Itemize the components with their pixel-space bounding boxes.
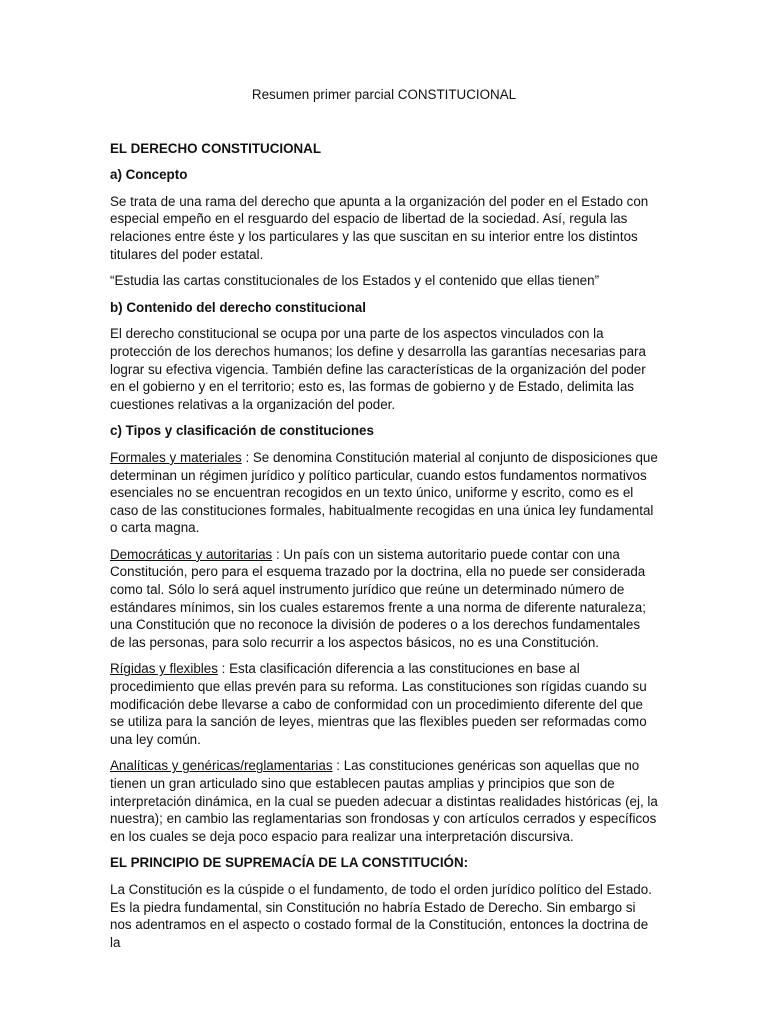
document-page [110,86,658,960]
classification-rigidas-flexibles [110,660,658,748]
definition-democraticas-autoritarias: : Un país con un sistema autoritario puede contar con una Constitución, pero para el esquema trazado por la doctrina, ella no puede ser considerada como tal. Sólo lo será aquel instrumento jurídico que reúne un determinado número de estándares mínimos, sin los cuales estaremos frente a una norma de diferente naturaleza; una Constitución que no reconoce la división de poderes o a los derechos fundamentales de las personas, para solo recurrir a los aspectos básicos, no es una Constitución. [110,546,646,650]
subheading-concepto: a) Concepto [110,167,188,183]
term-democraticas-autoritarias: Democráticas y autoritarias [110,546,273,562]
quote-cartas-constitucionales: “Estudia las cartas constitucionales de los Estados y el contenido que ellas tienen” [110,273,600,289]
paragraph-concepto: Se trata de una rama del derecho que apunta a la organización del poder en el Estado con especial empeño en el resguardo del espacio de libertad de la sociedad. Así, regula las relaciones entre éste y los particulares y las que suscitan en su interior entre los distintos titulares del poder estatal. [110,193,649,262]
section-heading-derecho-constitucional: EL DERECHO CONSTITUCIONAL [110,140,322,156]
definition-analiticas-genericas: : Las constituciones genéricas son aquellas que no tienen un gran articulado sino que establecen pautas amplias y principios que son de interpretación dinámica, en la cual se pueden adecuar a distintas realidades históricas (ej, la nuestra); en cambio las reglamentarias son frondosas y con artículos cerrados y específicos en los cuales se deja poco espacio para realizar una interpretación discursiva. [110,758,658,844]
document-title: Resumen primer parcial CONSTITUCIONAL [251,87,517,102]
term-analiticas-genericas: Analíticas y genéricas/reglamentarias [110,758,333,774]
subheading-tipos-clasificacion: c) Tipos y clasificación de constituciones [110,423,374,439]
classification-democraticas-autoritarias [110,546,658,652]
classification-analiticas-genericas [110,757,658,845]
term-formales-materiales: Formales y materiales [110,449,242,465]
definition-formales-materiales: : Se denomina Constitución material al conjunto de disposiciones que determinan un régimen jurídico y político particular, cuando estos fundamentos normativos esenciales no se encuentran recogidos en un texto único, uniforme y escrito, como es el caso de las constituciones formales, habitualmente recogidas en una única ley fundamental o carta magna. [110,449,658,536]
subheading-contenido: b) Contenido del derecho constitucional [110,299,366,315]
section-heading-supremacia: EL PRINCIPIO DE SUPREMACÍA DE LA CONSTITUCIÓN: [110,855,469,871]
definition-rigidas-flexibles: : Esta clasificación diferencia a las constituciones en base al procedimiento que ellas prevén para su reforma. Las constituciones son rígidas cuando su modificación debe llevarse a cabo de conformidad con un procedimiento diferente del que se utiliza para la sanción de leyes, mientras que las flexibles pueden ser reformadas como una ley común. [110,661,647,747]
term-rigidas-flexibles: Rígidas y flexibles [110,661,218,677]
paragraph-supremacia: La Constitución es la cúspide o el fundamento, de todo el orden jurídico político del Estado. Es la piedra fundamental, sin Constitución no habría Estado de Derecho. Sin embargo si nos adentramos en el aspecto o costado formal de la Constitución, entonces la doctrina de la [110,881,652,950]
classification-formales-materiales [110,449,658,537]
paragraph-contenido: El derecho constitucional se ocupa por una parte de los aspectos vinculados con la protección de los derechos humanos; los define y desarrolla las garantías necesarias para lograr su efectiva vigencia. También define las características de la organización del poder en el gobierno y en el territorio; esto es, las formas de gobierno y de Estado, delimita las cuestiones relativas a la organización del poder. [110,326,646,412]
